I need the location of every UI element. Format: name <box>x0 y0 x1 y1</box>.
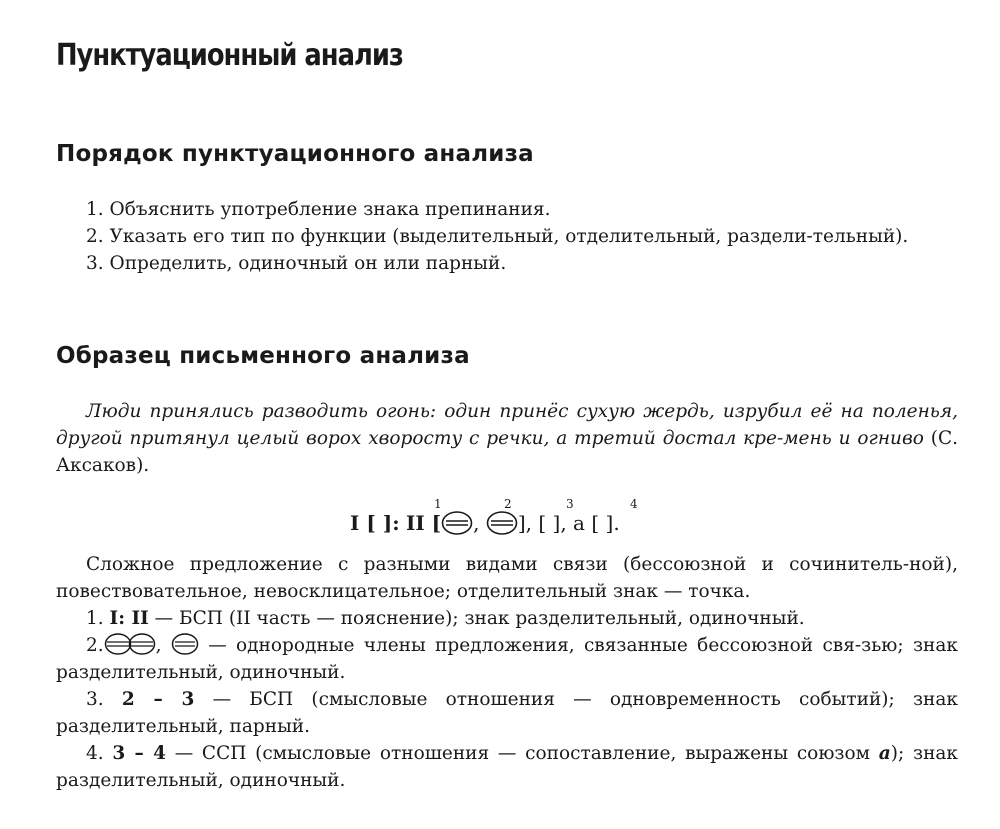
scheme-end: . <box>613 511 620 535</box>
item-4-conjunction: а <box>878 743 891 764</box>
item-4-scheme: 3 – 4 <box>112 743 166 764</box>
predicate-oval-icon <box>486 510 518 536</box>
order-step-3: 3. Определить, одиночный он или парный. <box>86 253 507 274</box>
item-3-scheme: 2 – 3 <box>121 689 195 710</box>
scheme-number-2: 2 <box>504 497 512 511</box>
scheme-part-1: I [ ] <box>350 511 393 535</box>
order-step-1: 1. Объяснить употребление знака препинания. <box>86 199 551 220</box>
predicate-oval-icon <box>441 510 473 536</box>
scheme-part-2: II [ <box>405 511 442 535</box>
item-2-text: — однородные члены предложения, связанные бессоюзной свя-зью; знак разделительный, одиночный. <box>56 635 958 683</box>
scheme-part-3: [ ] <box>538 511 561 535</box>
predicate-oval-icon <box>171 632 199 656</box>
scheme-number-1: 1 <box>434 497 442 511</box>
order-step-2: 2. Указать его тип по функции (выделительный, отделительный, раздели-тельный). <box>86 226 909 247</box>
analysis-item-3 <box>56 686 958 740</box>
item-3-text: — БСП (смысловые отношения — одновременность событий); знак разделительный, парный. <box>56 689 958 737</box>
scheme-row: I [ ]: II [ , ], [ ], а [ ]. <box>350 511 620 535</box>
sample-heading: Образец письменного анализа <box>56 343 470 369</box>
item-1-scheme: I: II <box>109 608 149 629</box>
sample-sentence-text: Люди принялись разводить огонь: один принёс сухую жердь, изрубил её на поленья, другой притянул целый ворох хворосту с речки, а третий достал кре-мень и огниво <box>56 401 958 449</box>
item-1-number: 1. <box>86 608 104 629</box>
item-4-text-end: ); знак разделительный, одиночный. <box>56 743 958 791</box>
double-predicate-oval-icon <box>104 632 156 656</box>
item-3-number: 3. <box>86 689 104 710</box>
scheme-number-4: 4 <box>630 497 638 511</box>
item-4-text: — ССП (смысловые отношения — сопоставление, выражены союзом <box>174 743 871 764</box>
item-2-number: 2. <box>86 635 104 656</box>
analysis-summary: Сложное предложение с разными видами связи (бессоюзной и сочинитель-ной), повествовательное, невосклицательное; отделительный знак — точка. <box>56 554 958 602</box>
sample-sentence <box>56 398 958 479</box>
scheme-close-bracket: ] <box>517 511 526 535</box>
scheme-comma: , <box>473 511 480 535</box>
order-steps <box>56 196 958 277</box>
sentence-scheme <box>330 497 690 543</box>
scheme-part-4: [ ] <box>591 511 614 535</box>
sample-sentence-source: (С. Аксаков). <box>56 428 958 476</box>
item-4-number: 4. <box>86 743 104 764</box>
order-heading: Порядок пунктуационного анализа <box>56 141 534 167</box>
item-1-text: — БСП (II часть — пояснение); знак разделительный, одиночный. <box>154 608 805 629</box>
scheme-colon: : <box>392 511 400 535</box>
analysis-item-4 <box>56 740 958 794</box>
scheme-number-3: 3 <box>566 497 574 511</box>
page-title: Пунктуационный анализ <box>56 38 403 73</box>
analysis-block <box>56 551 958 794</box>
analysis-item-2 <box>56 632 958 686</box>
analysis-item-1 <box>56 605 958 632</box>
item-2-comma: , <box>155 635 162 656</box>
scheme-conjunction: а <box>573 511 585 535</box>
